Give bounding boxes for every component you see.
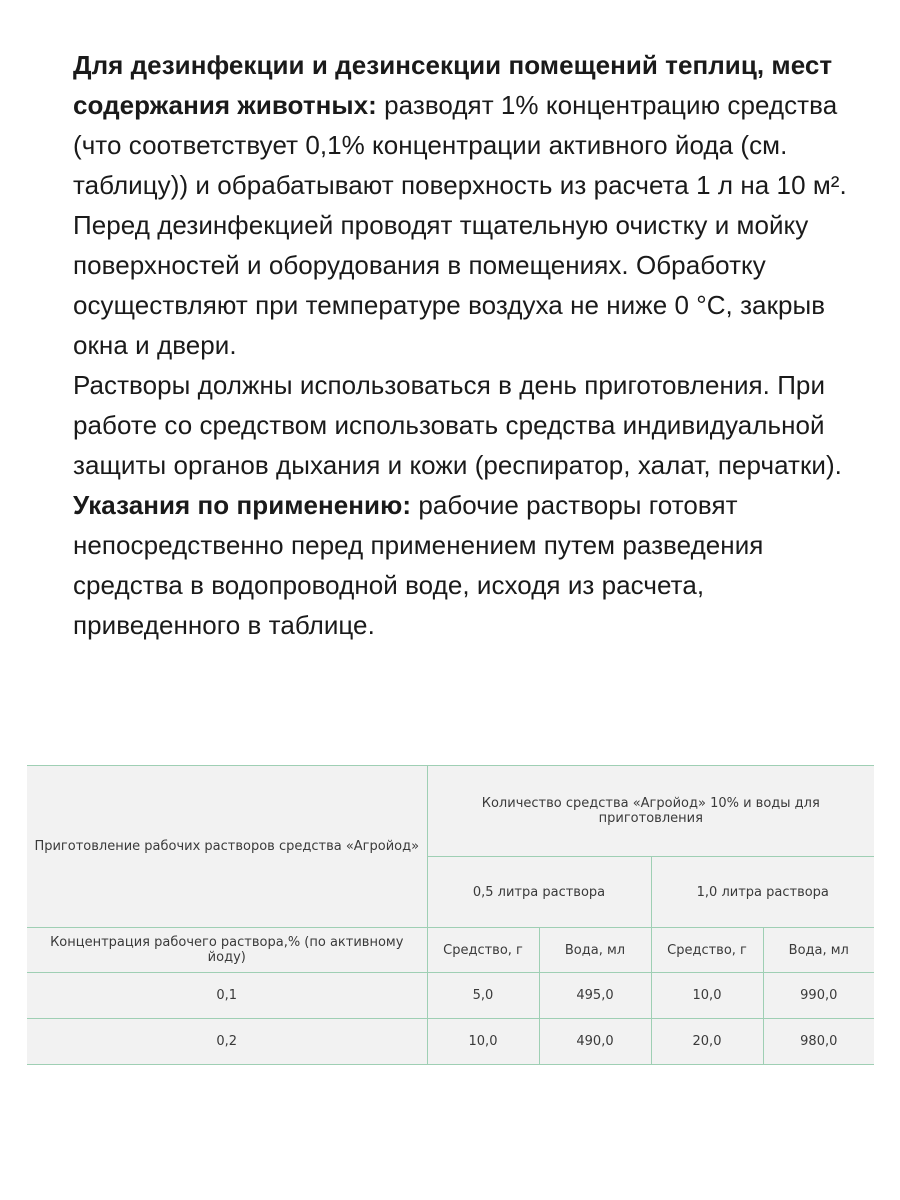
dilution-table [27,765,874,1065]
table-column-header: Вода, мл [763,928,874,973]
table-cell: 990,0 [763,973,874,1019]
table-cell: 0,1 [27,973,427,1019]
table-header-row [27,766,874,857]
table-cell: 5,0 [427,973,539,1019]
paragraph-heading: Указания по применению: [73,490,412,520]
paragraph-heading: Для дезинфекции и дезинсекции помещений теплиц, мест содержания животных: [73,50,833,120]
table-corner-header: Приготовление рабочих растворов средства «Агройод» [27,766,427,928]
paragraph-body: рабочие растворы готовят непосредственно перед применением путем разведения средства в водопроводной воде, исходя из расчета, приведенного в таблице. [73,490,764,640]
table-column-header: Вода, мл [539,928,651,973]
table-column-header-row [27,928,874,973]
table-cell: 10,0 [427,1019,539,1065]
table-row [27,973,874,1019]
table-cell: 20,0 [651,1019,763,1065]
table-cell: 980,0 [763,1019,874,1065]
paragraph-usage [73,485,863,645]
paragraph-body: разводят 1% концентрацию средства (что соответствует 0,1% концентрации активного йода (см. таблицу)) и обрабатывают поверхность из расчета 1 л на 10 м². Перед дезинфекцией проводят тщательную очистку и мойку поверхностей и оборудования в помещениях. Обработку осуществляют при температуре воздуха не ниже 0 °С, закрыв окна и двери. [73,90,847,360]
paragraph-body: Растворы должны использоваться в день приготовления. При работе со средством использовать средства индивидуальной защиты органов дыхания и кожи (респиратор, халат, перчатки). [73,370,842,480]
instructions-text [73,45,863,645]
table-group-header: Количество средства «Агройод» 10% и воды для приготовления [427,766,874,857]
table-cell: 495,0 [539,973,651,1019]
paragraph-safety [73,365,863,485]
table-subheader: 0,5 литра раствора [427,857,651,928]
table-column-header: Средство, г [651,928,763,973]
table-subheader: 1,0 литра раствора [651,857,874,928]
paragraph-disinfection [73,45,863,365]
table-cell: 0,2 [27,1019,427,1065]
table-row [27,1019,874,1065]
table-column-header: Средство, г [427,928,539,973]
table-cell: 10,0 [651,973,763,1019]
table-cell: 490,0 [539,1019,651,1065]
table-column-header: Концентрация рабочего раствора,% (по активному йоду) [27,928,427,973]
